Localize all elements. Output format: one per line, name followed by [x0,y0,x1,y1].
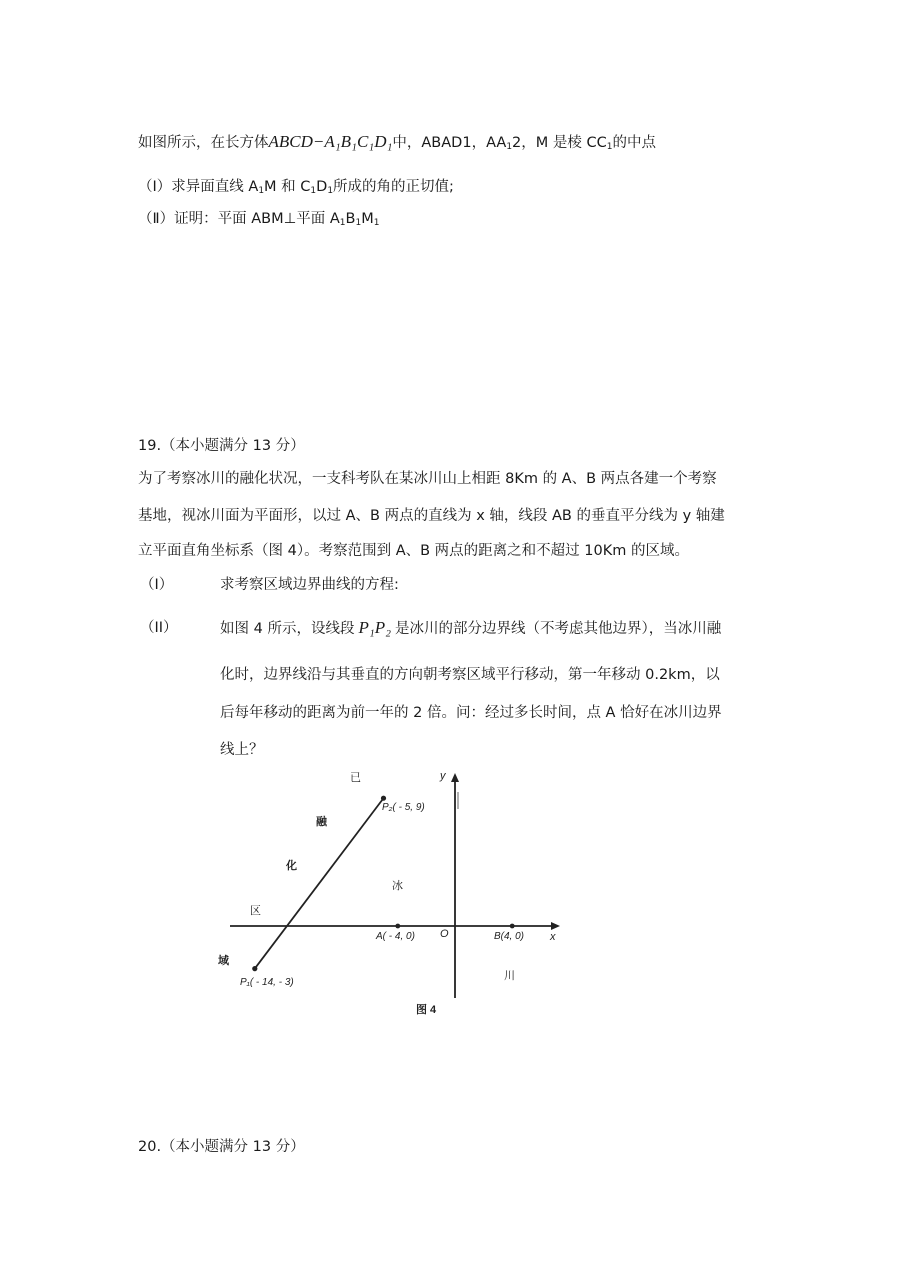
point-p1 [252,966,257,971]
problem19-line1: 为了考察冰川的融化状况，一支科考队在某冰川山上相距 8Km 的 A、B 两点各建一个考察 [138,471,717,487]
problem19-line3: 立平面直角坐标系（图 4）。考察范围到 A、B 两点的距离之和不超过 10Km 的区域。 [138,543,689,559]
sub: 1 [310,186,317,196]
problem19-line2: 基地，视冰川面为平面形，以过 A、B 两点的直线为 x 轴，线段 AB 的垂直平分线为 y 轴建 [138,508,725,524]
part2-text-b: 是冰川的部分边界线（不考虑其他边界），当冰川融 [395,621,722,637]
y-axis-label: y [440,770,446,782]
region-char: 已 [350,772,361,784]
sub: 1 [606,142,613,152]
part2-text-a: 如图 4 所示，设线段 [220,621,355,637]
intro-prefix: 如图所示，在长方体 [138,135,269,151]
segment-p1p2: P₁P₂ [358,618,392,637]
part2-line4: 线上？ [220,742,264,758]
region-char: 域 [218,955,229,967]
p1-label: P₁( - 14, - 3) [240,977,294,988]
part2-line1 [220,618,721,639]
point-a [395,924,400,929]
problem19-header: 19.（本小题满分 13 分） [138,438,305,454]
part2-number: （II） [140,620,178,636]
problem18-part2 [138,209,379,233]
part1-text-c: D [316,179,328,195]
glacier-char: 川 [504,970,515,982]
sub: 1 [373,218,380,228]
intro-suffix-a: 中，ABAD1，AA [392,135,507,151]
figure-4 [210,765,570,1025]
sub: 1 [339,218,346,228]
part1-text-b: M 和 C [264,179,311,195]
sub: 1 [258,186,265,196]
part1-number: （I） [140,577,174,593]
region-char: 融 [316,816,327,828]
problem20-header: 20.（本小题满分 13 分） [138,1139,305,1155]
part2-line2: 化时，边界线沿与其垂直的方向朝考察区域平行移动，第一年移动 0.2km，以 [220,667,720,683]
part2-text-c: M [361,211,374,227]
region-char: 化 [286,860,297,872]
sub: 1 [506,142,513,152]
glacier-char: 冰 [392,880,403,892]
figure-caption: 图 4 [416,1004,437,1016]
part2-text-b: B [345,211,356,227]
point-b [510,924,515,929]
part1-text-a: （Ⅰ）求异面直线 A [138,179,259,195]
b-label: B(4, 0) [494,931,525,942]
part2-line3: 后每年移动的距离为前一年的 2 倍。问：经过多长时间，点 A 恰好在冰川边界 [220,705,722,721]
region-char: 区 [250,905,261,917]
intro-suffix-c: 的中点 [612,135,656,151]
part1-text: 求考察区域边界曲线的方程: [220,577,399,593]
solid-name: ABCD−A₁B₁C₁D₁ [268,132,393,151]
part2-text-a: （Ⅱ）证明：平面 ABM⊥平面 A [138,211,340,227]
origin-label: O [440,928,449,940]
intro-suffix-b: 2，M 是棱 CC [512,135,607,151]
x-axis-label: x [550,931,556,943]
a-label: A( - 4, 0) [376,931,415,942]
sub: 1 [327,186,334,196]
x-axis-arrow [551,922,560,930]
point-p2 [381,796,386,801]
y-axis-arrow [451,773,459,782]
problem18-part1 [138,177,454,201]
p2-label: P₂( - 5, 9) [382,802,425,813]
problem18-intro [138,132,656,157]
part1-text-d: 所成的角的正切值; [333,179,454,195]
sub: 1 [355,218,362,228]
